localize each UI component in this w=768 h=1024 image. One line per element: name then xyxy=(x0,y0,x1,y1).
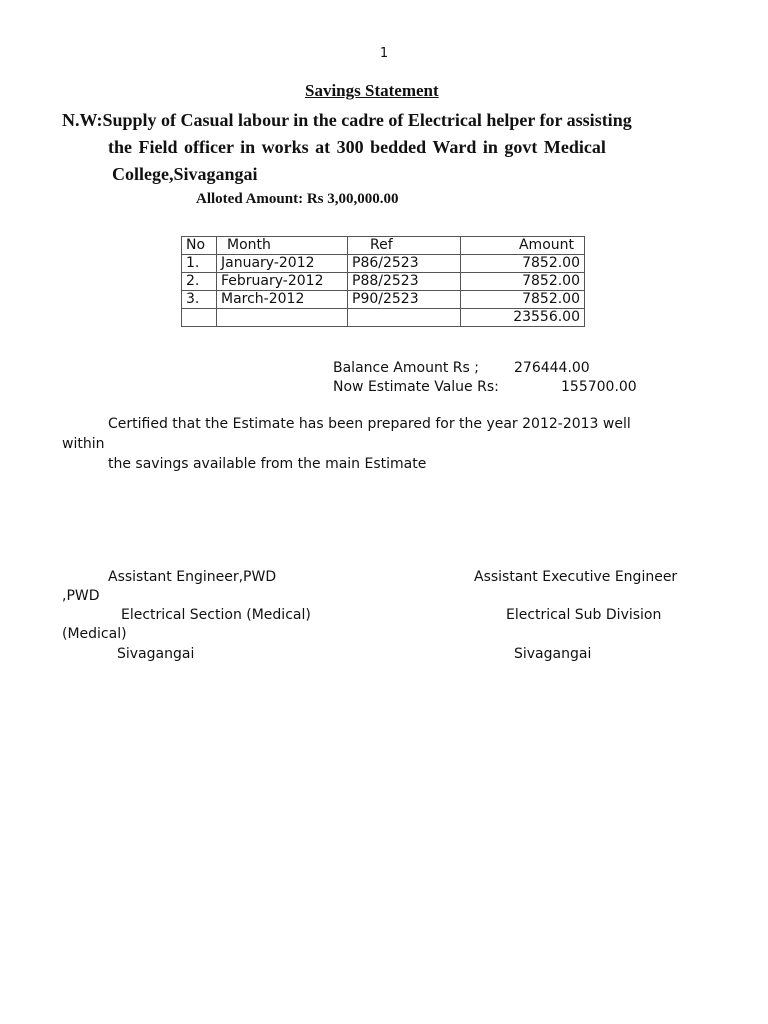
signatory-right-place: Sivagangai xyxy=(514,646,592,662)
signatory-right-section: Electrical Sub Division xyxy=(506,607,662,623)
table-header-row xyxy=(182,237,585,255)
row-no: 3. xyxy=(182,291,217,309)
row-no: 2. xyxy=(182,273,217,291)
table-total-row xyxy=(182,309,585,327)
row-amount: 7852.00 xyxy=(461,291,585,309)
signatory-right-title-continued: ,PWD xyxy=(62,588,100,604)
row-month: February-2012 xyxy=(217,273,348,291)
total-empty-cell xyxy=(348,309,461,327)
alloted-amount: Alloted Amount: Rs 3,00,000.00 xyxy=(196,191,399,207)
column-header-amount: Amount xyxy=(461,237,585,255)
row-no: 1. xyxy=(182,255,217,273)
document-title: Savings Statement xyxy=(305,81,439,100)
balance-value: 276444.00 xyxy=(514,360,590,376)
certificate-text: Certified that the Estimate has been prepared for the year 2012-2013 well xyxy=(108,416,631,432)
estimate-value: 155700.00 xyxy=(561,379,637,395)
row-month: January-2012 xyxy=(217,255,348,273)
total-empty-cell xyxy=(217,309,348,327)
row-ref: P86/2523 xyxy=(348,255,461,273)
payments-table xyxy=(181,236,585,327)
subject-line: N.W:Supply of Casual labour in the cadre of Electrical helper for assisting xyxy=(62,110,632,130)
signatory-left-title: Assistant Engineer,PWD xyxy=(108,569,277,585)
certificate-text: within xyxy=(62,436,105,452)
page-number: 1 xyxy=(379,46,389,61)
certificate-text: the savings available from the main Estimate xyxy=(108,456,427,472)
estimate-label: Now Estimate Value Rs: xyxy=(333,379,499,395)
row-amount: 7852.00 xyxy=(461,273,585,291)
table-row xyxy=(182,255,585,273)
balance-label: Balance Amount Rs ; xyxy=(333,360,479,376)
column-header-month: Month xyxy=(217,237,348,255)
total-amount: 23556.00 xyxy=(461,309,585,327)
signatory-left-section: Electrical Section (Medical) xyxy=(121,607,311,623)
column-header-no: No xyxy=(182,237,217,255)
total-empty-cell xyxy=(182,309,217,327)
row-month: March-2012 xyxy=(217,291,348,309)
subject-line: College,Sivagangai xyxy=(112,164,258,184)
column-header-ref: Ref xyxy=(348,237,461,255)
row-amount: 7852.00 xyxy=(461,255,585,273)
table-row xyxy=(182,273,585,291)
row-ref: P90/2523 xyxy=(348,291,461,309)
signatory-left-place: Sivagangai xyxy=(117,646,195,662)
signatory-right-section-continued: (Medical) xyxy=(62,626,127,642)
subject-line: the Field officer in works at 300 bedded Ward in govt Medical xyxy=(108,137,606,157)
signatory-right-title: Assistant Executive Engineer xyxy=(474,569,678,585)
table-row xyxy=(182,291,585,309)
row-ref: P88/2523 xyxy=(348,273,461,291)
